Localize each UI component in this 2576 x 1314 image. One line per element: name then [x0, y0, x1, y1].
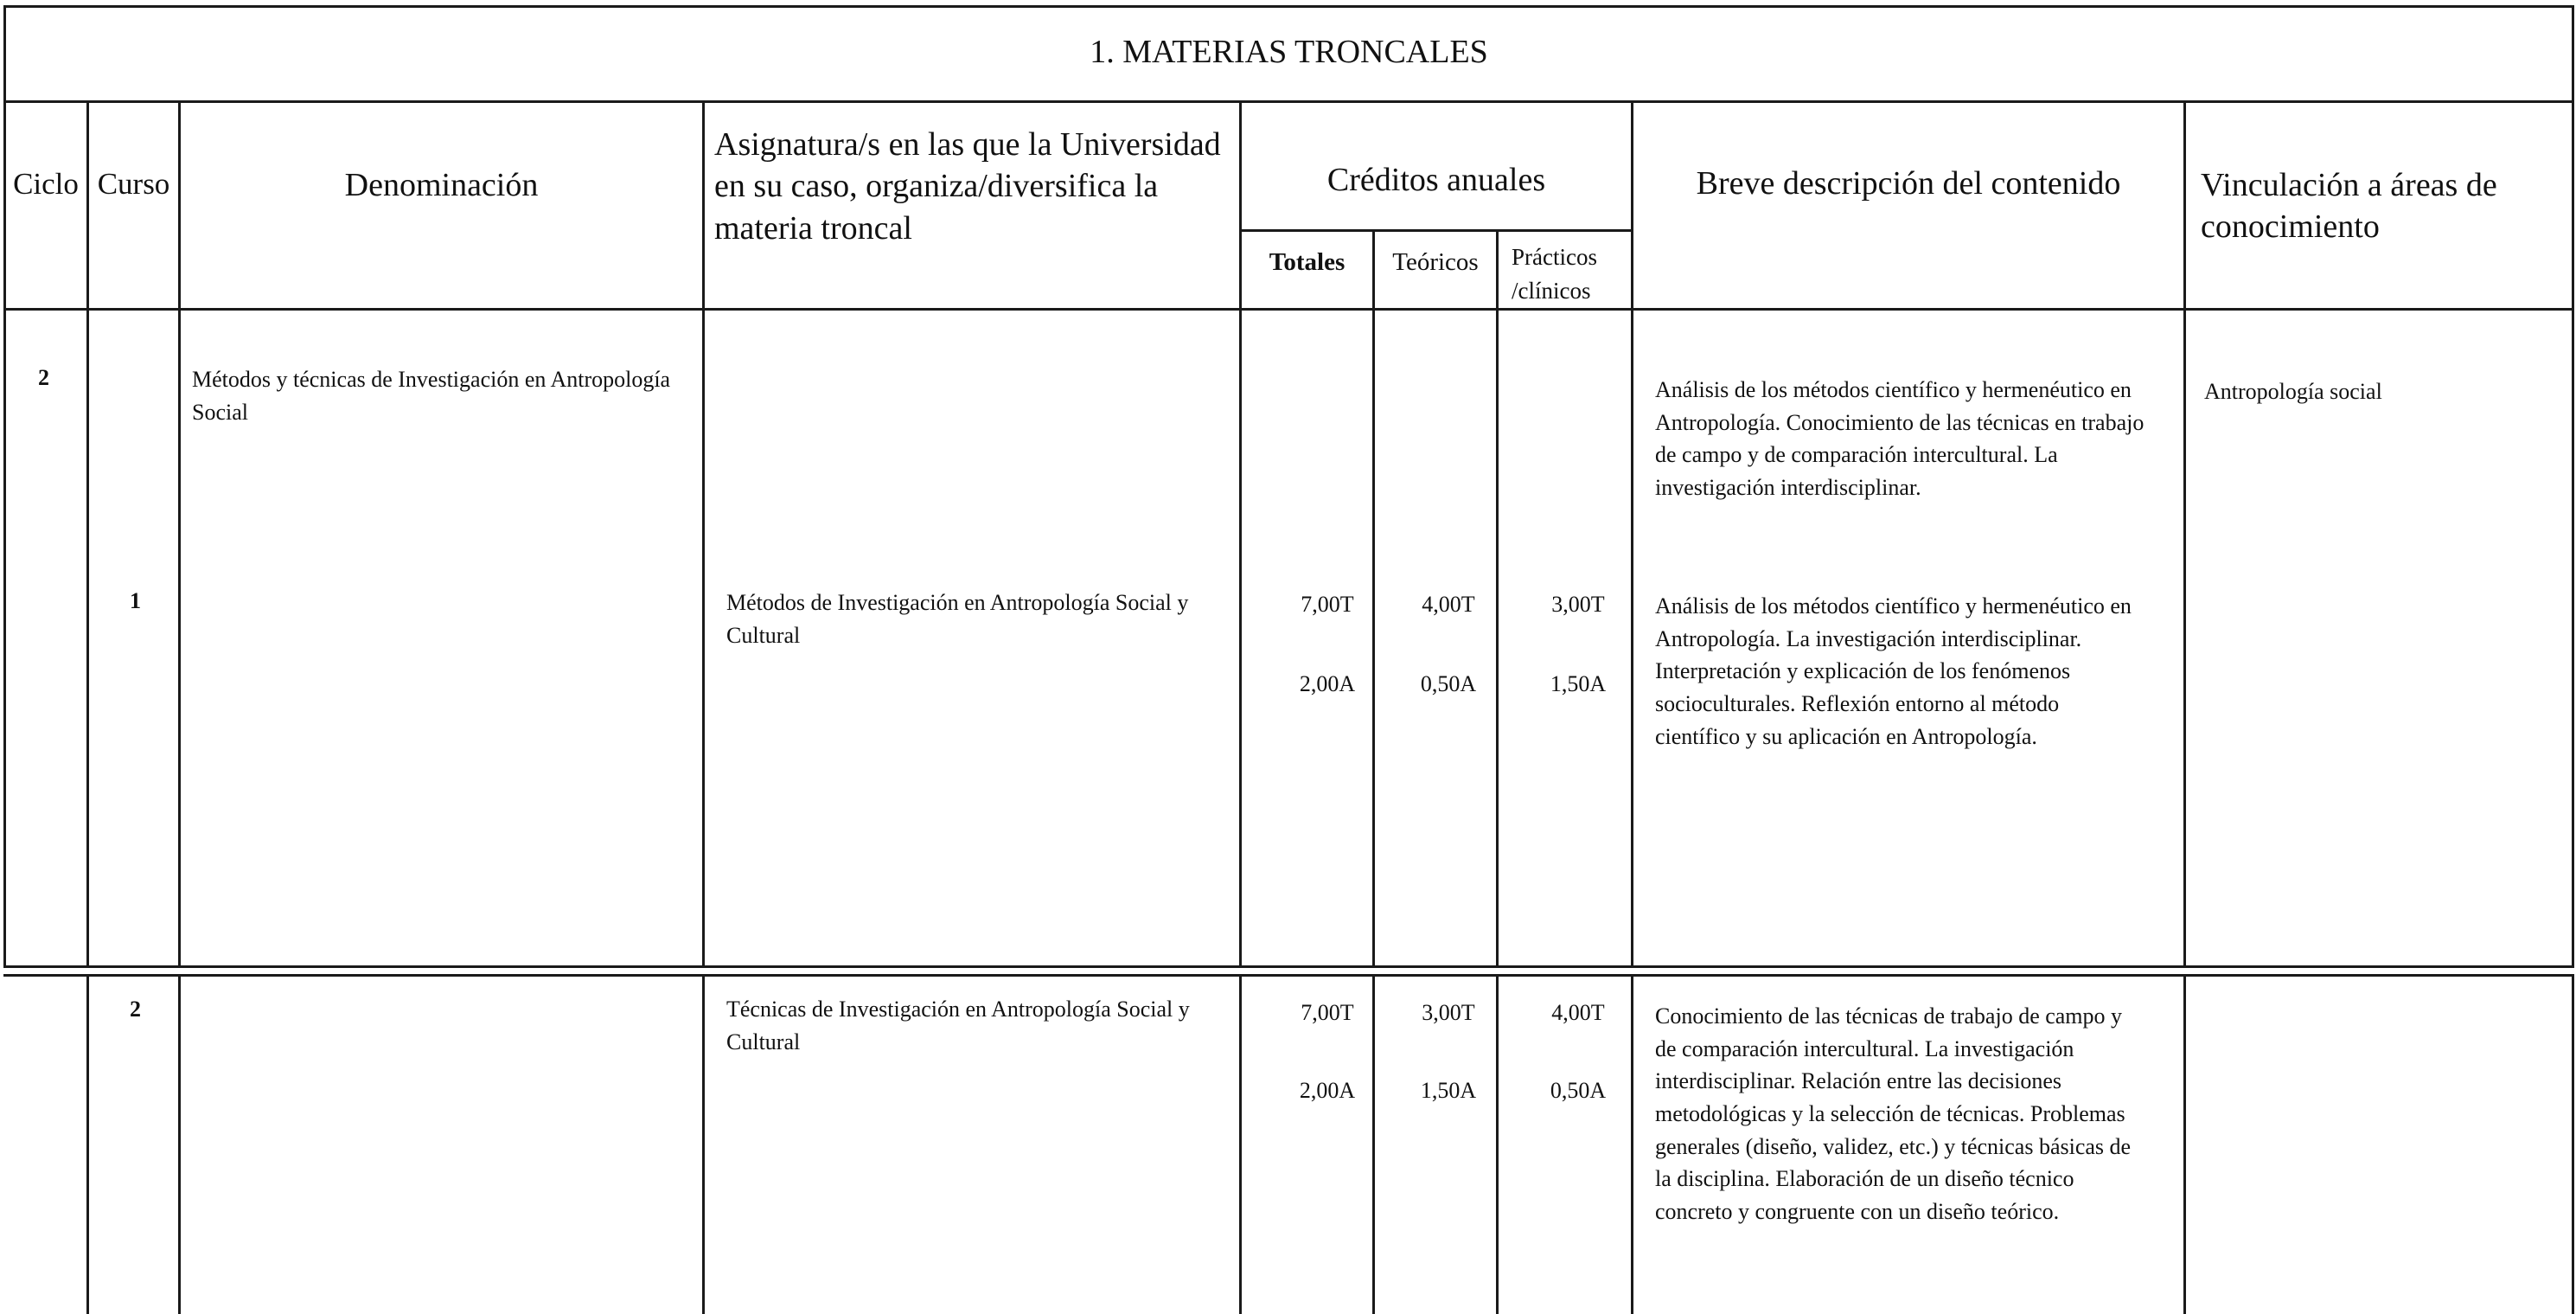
subject-1-asignatura: Métodos de Investigación en Antropología Social y Cultural	[726, 590, 1189, 648]
subject-1-totales-a: 2,00A	[1299, 671, 1356, 696]
main-denominacion: Métodos y técnicas de Investigación en Antropología Social	[192, 367, 671, 425]
header-vinculacion: Vinculación a áreas de conocimiento	[2201, 167, 2497, 246]
header-asignaturas: Asignatura/s en las que la Universidad en su caso, organiza/diversifica la materia troncal	[714, 126, 1221, 247]
subject-2-practicos-t: 4,00T	[1551, 1000, 1605, 1025]
header-practicos: Prácticos /clínicos	[1512, 244, 1597, 304]
rule-top	[3, 5, 2574, 8]
subject-1-descripcion: Análisis de los métodos científico y hermenéutico en Antropología. La investigación interdisciplinar. Interpretación y explicación de los fenómenos socioculturales. Reflexión entorno al método científico y su aplicación en Antropología.	[1655, 593, 2132, 749]
rule-left	[3, 5, 6, 968]
subject-2-totales-t: 7,00T	[1301, 1000, 1354, 1025]
rule-col-curso-2	[178, 974, 181, 1314]
rule-col-descripcion	[2183, 100, 2186, 968]
rule-col-denominacion-2	[702, 974, 705, 1314]
rule-block2-top	[3, 974, 2574, 977]
rule-col-ciclo	[86, 100, 89, 968]
rule-right	[2572, 5, 2574, 968]
main-descripcion: Análisis de los métodos científico y hermenéutico en Antropología. Conocimiento de las técnicas en trabajo de campo y de comparación intercultural. La investigación interdisciplinar.	[1655, 377, 2145, 501]
header-creditos: Créditos anuales	[1326, 162, 1546, 198]
rule-right-2	[2572, 974, 2574, 1314]
rule-block1-bottom	[3, 965, 2574, 968]
subject-2-descripcion: Conocimiento de las técnicas de trabajo de campo y de comparación intercultural. La investigación interdisciplinar. Relación entre las decisiones metodológicas y la selección de técnicas. Problemas generales (diseño, validez, etc.) y técnicas básicas de la disciplina. Elaboración de un diseño técnico concreto y congruente con un diseño teórico.	[1655, 1003, 2132, 1225]
header-teoricos: Teóricos	[1392, 248, 1479, 276]
rule-col-totales	[1372, 229, 1375, 968]
subject-2-totales-a: 2,00A	[1299, 1078, 1356, 1103]
rule-col-denominacion	[702, 100, 705, 968]
rule-col-ciclo-2	[86, 974, 89, 1314]
rule-col-practicos-2	[1631, 974, 1633, 1314]
subject-2-curso: 2	[130, 997, 141, 1022]
rule-col-practicos	[1631, 100, 1633, 968]
rule-credits-split	[1239, 229, 1633, 232]
rule-col-asignatura	[1239, 100, 1242, 968]
rule-col-asignatura-2	[1239, 974, 1242, 1314]
subject-2-asignatura: Técnicas de Investigación en Antropología Social y Cultural	[726, 997, 1190, 1054]
subject-2-teoricos-t: 3,00T	[1422, 1000, 1475, 1025]
rule-col-teoricos-2	[1496, 974, 1499, 1314]
rule-title-bottom	[3, 100, 2574, 103]
main-vinculacion: Antropología social	[2204, 379, 2382, 404]
subject-1-teoricos-a: 0,50A	[1420, 671, 1477, 696]
subject-2-practicos-a: 0,50A	[1550, 1078, 1607, 1103]
rule-col-descripcion-2	[2183, 974, 2186, 1314]
rule-header-bottom	[3, 308, 2574, 311]
subject-2-teoricos-a: 1,50A	[1420, 1078, 1477, 1103]
rule-col-teoricos	[1496, 229, 1499, 968]
header-curso: Curso	[97, 167, 170, 201]
subject-1-curso: 1	[130, 588, 141, 613]
subject-1-practicos-a: 1,50A	[1550, 671, 1607, 696]
rule-col-totales-2	[1372, 974, 1375, 1314]
header-descripcion: Breve descripción del contenido	[1696, 165, 2121, 202]
page-title: 1. MATERIAS TRONCALES	[1090, 34, 1488, 70]
rule-col-curso	[178, 100, 181, 968]
header-totales: Totales	[1269, 248, 1346, 276]
subject-1-practicos-t: 3,00T	[1551, 592, 1605, 617]
subject-1-totales-t: 7,00T	[1301, 592, 1354, 617]
header-denominacion: Denominación	[344, 167, 539, 203]
main-ciclo: 2	[38, 365, 49, 390]
subject-1-teoricos-t: 4,00T	[1422, 592, 1475, 617]
header-ciclo: Ciclo	[13, 167, 79, 201]
